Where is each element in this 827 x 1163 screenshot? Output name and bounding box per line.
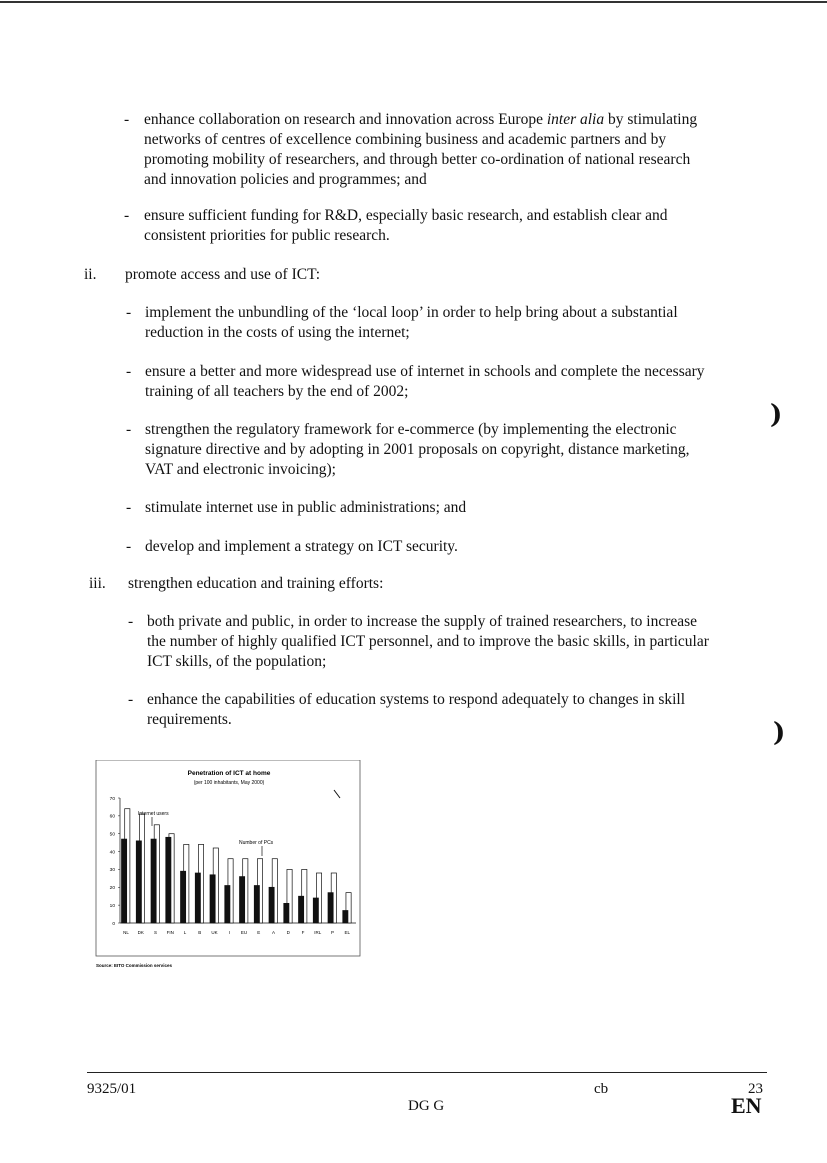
x-tick-label-i: I <box>228 930 230 935</box>
text-line: consistent priorities for public research. <box>144 227 390 244</box>
chart-source: Source: EITO Commission services <box>96 963 172 968</box>
y-tick-label: 0 <box>112 921 115 927</box>
x-tick-label-uk: UK <box>211 930 218 935</box>
bar-number-of-pcs-eu <box>240 877 245 923</box>
y-tick-label: 70 <box>109 796 115 802</box>
text-line: ensure sufficient funding for R&D, especially basic research, and establish clear and <box>144 207 668 224</box>
bullet-dash: - <box>126 363 132 380</box>
chart-title: Penetration of ICT at home <box>187 770 271 777</box>
text-line: promote access and use of ICT: <box>125 266 321 283</box>
bar-number-of-pcs-p <box>328 893 333 923</box>
text-line: and innovation policies and programmes; and <box>144 171 427 188</box>
y-tick-label: 60 <box>109 814 115 820</box>
bullet-dash: - <box>126 499 132 516</box>
footer-rule <box>87 1072 767 1073</box>
bullet-dash: - <box>128 613 134 630</box>
bar-number-of-pcs-fin <box>166 837 171 923</box>
bar-number-of-pcs-irl <box>313 898 318 923</box>
bar-number-of-pcs-nl <box>122 839 127 923</box>
bar-number-of-pcs-e <box>254 886 259 924</box>
chart-frame <box>96 760 360 956</box>
bullet-dash: - <box>124 111 130 128</box>
y-tick-label: 40 <box>109 850 115 856</box>
x-tick-label-dk: DK <box>137 930 144 935</box>
bar-number-of-pcs-l <box>181 871 186 923</box>
x-tick-label-d: D <box>286 930 290 935</box>
text-line: networks of centres of excellence combining business and academic partners and by <box>144 131 667 148</box>
text-line: VAT and electronic invoicing); <box>145 461 336 478</box>
bar-number-of-pcs-uk <box>210 875 215 923</box>
bullet-dash: - <box>126 304 132 321</box>
bars <box>122 809 352 923</box>
x-tick-label-s: S <box>153 930 158 935</box>
bar-number-of-pcs-d <box>284 903 289 923</box>
bar-number-of-pcs-b <box>195 873 200 923</box>
text-line: implement the unbundling of the ‘local loop’ in order to help bring about a substantial <box>145 304 678 321</box>
x-tick-label-l: L <box>183 930 187 935</box>
text-line: signature directive and by adopting in 2001 proposals on copyright, distance marketing, <box>145 441 690 458</box>
x-tick-label-f: F <box>301 930 305 935</box>
text-line: promoting mobility of researchers, and through better co-ordination of national research <box>144 151 691 168</box>
text-line: stimulate internet use in public administrations; and <box>145 499 467 516</box>
text-line: strengthen education and training efforts: <box>128 575 384 592</box>
ict-penetration-chart <box>94 760 362 970</box>
bullet-dash: - <box>126 538 132 555</box>
text-line: reduction in the costs of using the internet; <box>145 324 410 341</box>
chart-subtitle: (per 100 inhabitants, May 2000) <box>193 780 265 786</box>
text-line: enhance the capabilities of education systems to respond adequately to changes in skill <box>147 691 686 708</box>
bar-number-of-pcs-el <box>343 911 348 924</box>
y-tick-label: 30 <box>109 868 115 874</box>
list-numeral: ii. <box>84 266 97 283</box>
text-line: training of all teachers by the end of 2002; <box>145 383 409 400</box>
list-numeral: iii. <box>89 575 106 592</box>
text-line: the number of highly qualified ICT personnel, and to improve the basic skills, in particular <box>147 633 709 650</box>
bar-number-of-pcs-a <box>269 887 274 923</box>
margin-mark-2: ) <box>773 718 786 748</box>
bar-number-of-pcs-f <box>299 896 304 923</box>
y-tick-label: 10 <box>109 903 115 909</box>
x-tick-label-p: P <box>330 930 335 935</box>
doc-number: 9325/01 <box>87 1081 137 1097</box>
bar-number-of-pcs-i <box>225 886 230 924</box>
x-tick-label-irl: IRL <box>314 930 322 935</box>
x-tick-label-e: E <box>257 930 261 935</box>
margin-mark-1: ) <box>770 400 783 430</box>
page-number: 23 <box>748 1081 763 1097</box>
initials: cb <box>594 1081 609 1097</box>
bullet-dash: - <box>126 421 132 438</box>
bar-number-of-pcs-s <box>151 839 156 923</box>
y-tick-label: 50 <box>109 832 115 838</box>
bullet-dash: - <box>124 207 130 224</box>
text-line: develop and implement a strategy on ICT security. <box>145 538 458 555</box>
text-line: requirements. <box>147 711 232 728</box>
x-tick-label-a: A <box>271 930 276 935</box>
text-line: ICT skills, of the population; <box>147 653 327 670</box>
text-line: enhance collaboration on research and innovation across Europe inter alia by stimulating <box>144 111 698 128</box>
bullet-dash: - <box>128 691 134 708</box>
text-line: ensure a better and more widespread use of internet in schools and complete the necessary <box>145 363 705 380</box>
text-line: both private and public, in order to increase the supply of trained researchers, to increase <box>147 613 698 630</box>
text-line: strengthen the regulatory framework for e-commerce (by implementing the electronic <box>145 421 677 438</box>
x-tick-label-fin: FIN <box>166 930 174 935</box>
legend-internet-users: Internet users <box>138 811 169 817</box>
x-tick-label-eu: EU <box>240 930 248 935</box>
x-tick-label-b: B <box>198 930 202 935</box>
directorate: DG G <box>408 1098 445 1114</box>
x-axis-labels <box>123 930 350 935</box>
chart-svg <box>94 760 362 970</box>
bar-number-of-pcs-dk <box>136 841 141 923</box>
x-tick-label-nl: NL <box>123 930 129 935</box>
scan-mark <box>334 790 340 798</box>
legend-number-of-pcs: Number of PCs <box>239 840 274 846</box>
top-rule <box>0 1 827 3</box>
language-code: EN <box>731 1093 762 1118</box>
x-tick-label-el: EL <box>344 930 351 935</box>
y-tick-label: 20 <box>109 886 115 892</box>
